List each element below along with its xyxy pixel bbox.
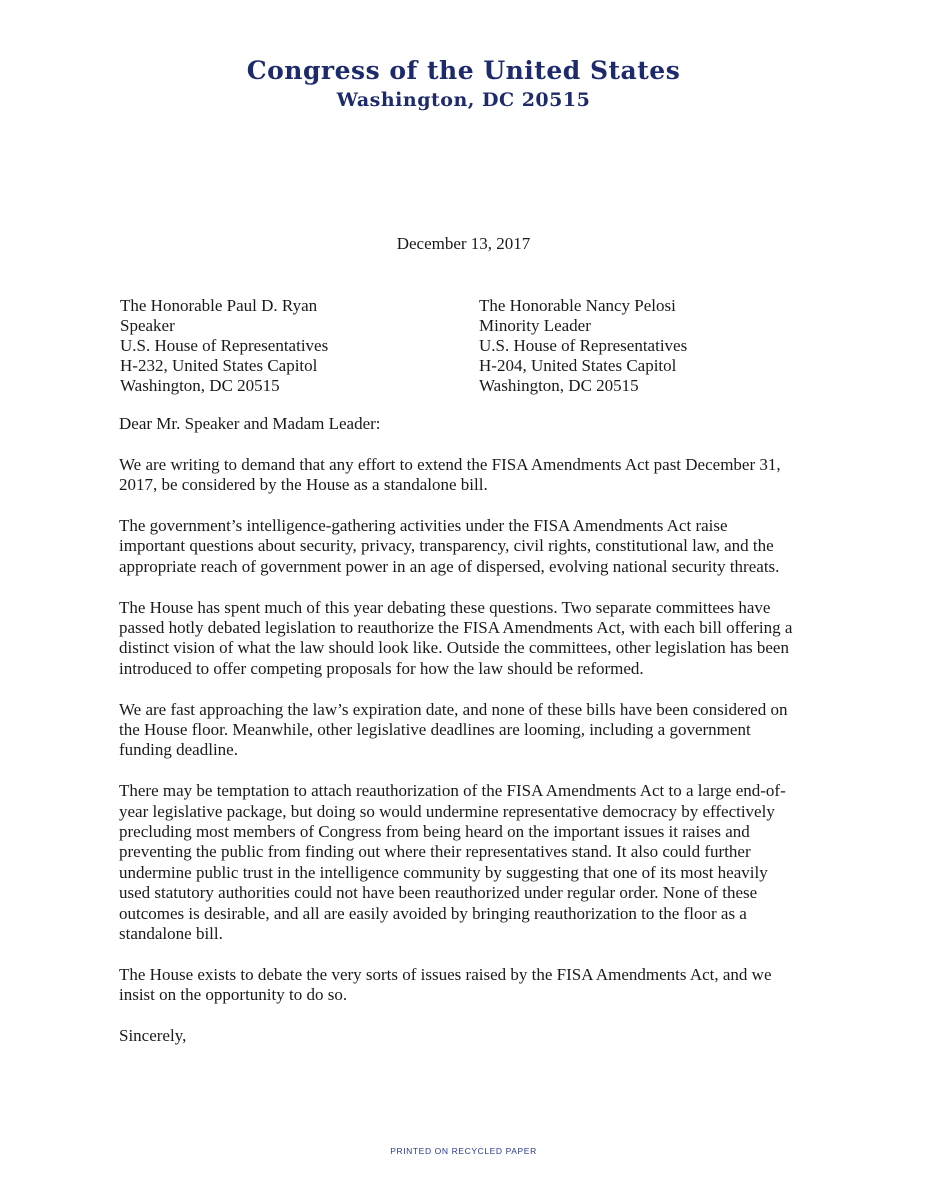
recipient-city: Washington, DC 20515	[479, 376, 639, 395]
recipient-office: H-204, United States Capitol	[479, 356, 677, 375]
paragraph-4: We are fast approaching the law’s expiration date, and none of these bills have been considered on the House floor. Meanwhile, other legislative deadlines are looming, including a government funding deadline.	[119, 699, 788, 760]
letterhead-title: Congress of the United States	[246, 56, 681, 85]
paragraph-2: The government’s intelligence-gathering activities under the FISA Amendments Act raise important questions about security, privacy, transparency, civil rights, constitutional law, and the appropriate reach of government power in an age of dispersed, evolving national security threats.	[119, 516, 780, 576]
paragraph-5: There may be temptation to attach reauthorization of the FISA Amendments Act to a large end-of-year legislative package, but doing so would undermine representative democracy by effectively precluding most members of Congress from being heard on the important issues it raises and preventing the public from finding out where their representatives stand. It also could further undermine public trust in the intelligence community by suggesting that one of its most heavily used statutory authorities could not have been reauthorized under regular order. None of these outcomes is desirable, and all are easily avoided by bringing reauthorization to the floor as a standalone bill.	[119, 781, 786, 944]
salutation: Dear Mr. Speaker and Madam Leader:	[119, 414, 381, 433]
letter-date: December 13, 2017	[396, 234, 531, 253]
paragraph-6: The House exists to debate the very sorts of issues raised by the FISA Amendments Act, and we insist on the opportunity to do so.	[119, 964, 772, 1005]
recipient-name: The Honorable Paul D. Ryan	[120, 296, 318, 315]
letter-body	[119, 414, 795, 1067]
recipient-org: U.S. House of Representatives	[479, 336, 688, 355]
recipient-org: U.S. House of Representatives	[120, 336, 329, 355]
recipient-city: Washington, DC 20515	[120, 376, 280, 395]
paragraph-1: We are writing to demand that any effort to extend the FISA Amendments Act past December 31, 2017, be considered by the House as a standalone bill.	[119, 454, 781, 495]
recipient-address-ryan	[120, 296, 328, 396]
recipient-name: The Honorable Nancy Pelosi	[479, 296, 676, 315]
paragraph-3: The House has spent much of this year debating these questions. Two separate committees have passed hotly debated legislation to reauthorize the FISA Amendments Act, with each bill offering a distinct vision of what the law should look like. Outside the committees, other legislation has been introduced to offer competing proposals for how the law should be reformed.	[119, 597, 793, 678]
recipient-address-pelosi	[479, 296, 687, 396]
recycled-paper-footer: PRINTED ON RECYCLED PAPER	[390, 1146, 537, 1156]
letterhead	[0, 56, 927, 112]
closing: Sincerely,	[119, 1026, 187, 1046]
recipient-office: H-232, United States Capitol	[120, 356, 318, 375]
letterhead-subtitle: Washington, DC 20515	[336, 89, 591, 111]
recipient-title: Speaker	[120, 316, 175, 335]
recipient-title: Minority Leader	[479, 316, 591, 335]
